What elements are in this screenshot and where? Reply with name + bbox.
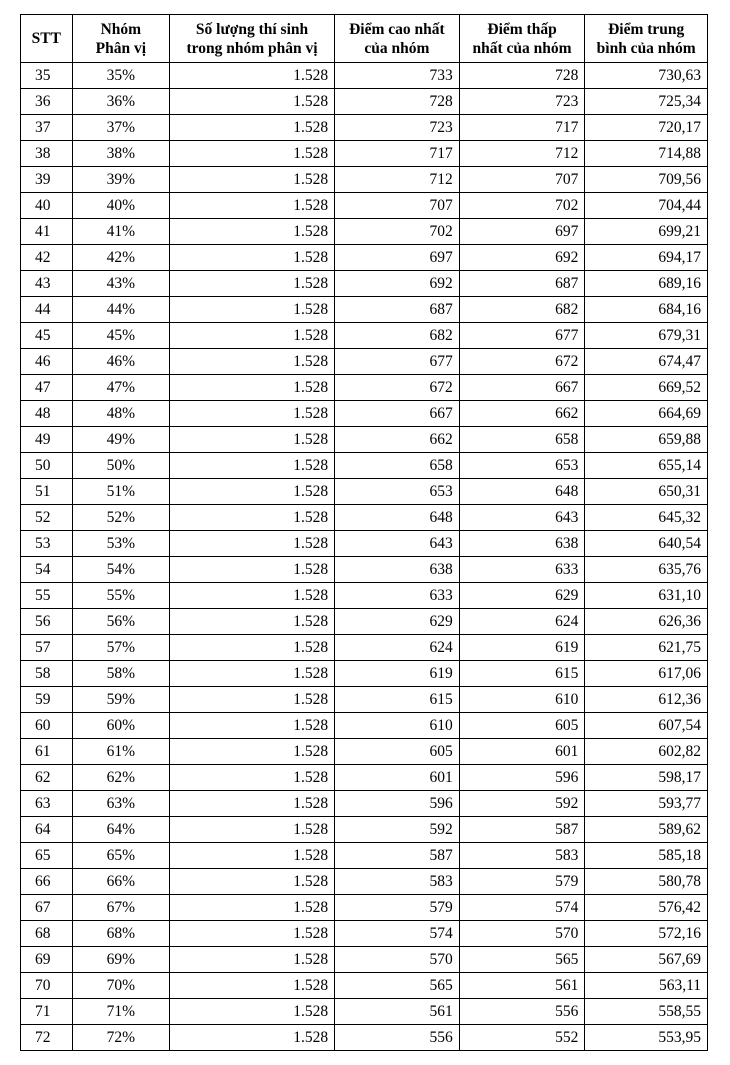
cell-min-score: 682	[459, 297, 585, 323]
header-min-score: Điểm thấp nhất của nhóm	[459, 15, 585, 63]
cell-avg-score: 602,82	[585, 739, 708, 765]
cell-percentile-group: 59%	[72, 687, 169, 713]
cell-percentile-group: 45%	[72, 323, 169, 349]
table-header	[21, 15, 708, 63]
cell-max-score: 565	[335, 973, 460, 999]
cell-max-score: 717	[335, 141, 460, 167]
cell-stt: 47	[21, 375, 73, 401]
cell-min-score: 667	[459, 375, 585, 401]
cell-stt: 70	[21, 973, 73, 999]
cell-stt: 64	[21, 817, 73, 843]
cell-stt: 55	[21, 583, 73, 609]
table-row	[21, 895, 708, 921]
cell-avg-score: 650,31	[585, 479, 708, 505]
cell-max-score: 728	[335, 89, 460, 115]
cell-percentile-group: 43%	[72, 271, 169, 297]
cell-min-score: 677	[459, 323, 585, 349]
cell-percentile-group: 72%	[72, 1025, 169, 1051]
cell-candidate-count: 1.528	[169, 999, 334, 1025]
cell-stt: 63	[21, 791, 73, 817]
cell-avg-score: 659,88	[585, 427, 708, 453]
table-row	[21, 583, 708, 609]
header-percentile-group: Nhóm Phân vị	[72, 15, 169, 63]
cell-max-score: 570	[335, 947, 460, 973]
cell-stt: 72	[21, 1025, 73, 1051]
cell-avg-score: 689,16	[585, 271, 708, 297]
cell-avg-score: 720,17	[585, 115, 708, 141]
cell-candidate-count: 1.528	[169, 609, 334, 635]
cell-stt: 36	[21, 89, 73, 115]
cell-candidate-count: 1.528	[169, 843, 334, 869]
cell-percentile-group: 39%	[72, 167, 169, 193]
cell-min-score: 552	[459, 1025, 585, 1051]
cell-min-score: 624	[459, 609, 585, 635]
cell-percentile-group: 69%	[72, 947, 169, 973]
cell-min-score: 561	[459, 973, 585, 999]
cell-stt: 52	[21, 505, 73, 531]
cell-stt: 35	[21, 63, 73, 89]
cell-candidate-count: 1.528	[169, 635, 334, 661]
cell-percentile-group: 71%	[72, 999, 169, 1025]
cell-min-score: 565	[459, 947, 585, 973]
cell-avg-score: 709,56	[585, 167, 708, 193]
cell-stt: 59	[21, 687, 73, 713]
cell-avg-score: 626,36	[585, 609, 708, 635]
cell-percentile-group: 62%	[72, 765, 169, 791]
cell-min-score: 692	[459, 245, 585, 271]
table-row	[21, 999, 708, 1025]
cell-avg-score: 694,17	[585, 245, 708, 271]
cell-percentile-group: 63%	[72, 791, 169, 817]
cell-percentile-group: 64%	[72, 817, 169, 843]
header-candidate-count: Số lượng thí sinh trong nhóm phân vị	[169, 15, 334, 63]
table-row	[21, 427, 708, 453]
cell-stt: 60	[21, 713, 73, 739]
table-row	[21, 869, 708, 895]
cell-stt: 42	[21, 245, 73, 271]
table-row	[21, 349, 708, 375]
cell-avg-score: 576,42	[585, 895, 708, 921]
cell-candidate-count: 1.528	[169, 1025, 334, 1051]
cell-max-score: 697	[335, 245, 460, 271]
cell-candidate-count: 1.528	[169, 687, 334, 713]
table-row	[21, 947, 708, 973]
cell-percentile-group: 53%	[72, 531, 169, 557]
cell-stt: 69	[21, 947, 73, 973]
cell-stt: 45	[21, 323, 73, 349]
header-stt: STT	[21, 15, 73, 63]
cell-max-score: 707	[335, 193, 460, 219]
cell-avg-score: 664,69	[585, 401, 708, 427]
cell-max-score: 633	[335, 583, 460, 609]
table-row	[21, 297, 708, 323]
table-row	[21, 245, 708, 271]
cell-stt: 57	[21, 635, 73, 661]
cell-min-score: 633	[459, 557, 585, 583]
cell-percentile-group: 61%	[72, 739, 169, 765]
cell-max-score: 624	[335, 635, 460, 661]
cell-min-score: 615	[459, 661, 585, 687]
cell-avg-score: 585,18	[585, 843, 708, 869]
cell-min-score: 728	[459, 63, 585, 89]
cell-percentile-group: 56%	[72, 609, 169, 635]
cell-avg-score: 699,21	[585, 219, 708, 245]
table-row	[21, 1025, 708, 1051]
cell-percentile-group: 68%	[72, 921, 169, 947]
cell-candidate-count: 1.528	[169, 297, 334, 323]
cell-percentile-group: 67%	[72, 895, 169, 921]
cell-max-score: 638	[335, 557, 460, 583]
cell-candidate-count: 1.528	[169, 557, 334, 583]
cell-avg-score: 730,63	[585, 63, 708, 89]
cell-stt: 41	[21, 219, 73, 245]
table-row	[21, 713, 708, 739]
cell-min-score: 605	[459, 713, 585, 739]
cell-max-score: 605	[335, 739, 460, 765]
cell-candidate-count: 1.528	[169, 869, 334, 895]
cell-max-score: 687	[335, 297, 460, 323]
cell-stt: 44	[21, 297, 73, 323]
cell-stt: 54	[21, 557, 73, 583]
cell-stt: 51	[21, 479, 73, 505]
cell-max-score: 610	[335, 713, 460, 739]
header-avg-score: Điểm trung bình của nhóm	[585, 15, 708, 63]
cell-percentile-group: 54%	[72, 557, 169, 583]
cell-stt: 37	[21, 115, 73, 141]
cell-percentile-group: 70%	[72, 973, 169, 999]
cell-stt: 49	[21, 427, 73, 453]
cell-max-score: 662	[335, 427, 460, 453]
cell-max-score: 648	[335, 505, 460, 531]
table-row	[21, 167, 708, 193]
cell-percentile-group: 42%	[72, 245, 169, 271]
cell-avg-score: 617,06	[585, 661, 708, 687]
table-body	[21, 63, 708, 1051]
cell-avg-score: 567,69	[585, 947, 708, 973]
cell-percentile-group: 36%	[72, 89, 169, 115]
cell-avg-score: 580,78	[585, 869, 708, 895]
cell-max-score: 682	[335, 323, 460, 349]
cell-candidate-count: 1.528	[169, 453, 334, 479]
cell-avg-score: 553,95	[585, 1025, 708, 1051]
cell-avg-score: 679,31	[585, 323, 708, 349]
cell-avg-score: 572,16	[585, 921, 708, 947]
cell-candidate-count: 1.528	[169, 271, 334, 297]
cell-stt: 71	[21, 999, 73, 1025]
cell-candidate-count: 1.528	[169, 219, 334, 245]
cell-percentile-group: 66%	[72, 869, 169, 895]
cell-percentile-group: 57%	[72, 635, 169, 661]
cell-max-score: 643	[335, 531, 460, 557]
cell-avg-score: 607,54	[585, 713, 708, 739]
cell-percentile-group: 49%	[72, 427, 169, 453]
table-row	[21, 453, 708, 479]
header-row	[21, 15, 708, 63]
cell-percentile-group: 37%	[72, 115, 169, 141]
cell-percentile-group: 55%	[72, 583, 169, 609]
cell-stt: 67	[21, 895, 73, 921]
cell-max-score: 574	[335, 921, 460, 947]
table-row	[21, 115, 708, 141]
cell-min-score: 619	[459, 635, 585, 661]
cell-percentile-group: 51%	[72, 479, 169, 505]
cell-stt: 46	[21, 349, 73, 375]
cell-avg-score: 714,88	[585, 141, 708, 167]
table-row	[21, 661, 708, 687]
cell-avg-score: 598,17	[585, 765, 708, 791]
cell-candidate-count: 1.528	[169, 921, 334, 947]
cell-stt: 61	[21, 739, 73, 765]
cell-max-score: 667	[335, 401, 460, 427]
cell-candidate-count: 1.528	[169, 63, 334, 89]
cell-max-score: 615	[335, 687, 460, 713]
cell-candidate-count: 1.528	[169, 765, 334, 791]
cell-max-score: 583	[335, 869, 460, 895]
table-row	[21, 843, 708, 869]
cell-candidate-count: 1.528	[169, 531, 334, 557]
cell-min-score: 570	[459, 921, 585, 947]
cell-max-score: 723	[335, 115, 460, 141]
cell-max-score: 596	[335, 791, 460, 817]
table-row	[21, 401, 708, 427]
cell-max-score: 556	[335, 1025, 460, 1051]
cell-percentile-group: 60%	[72, 713, 169, 739]
table-row	[21, 193, 708, 219]
cell-avg-score: 593,77	[585, 791, 708, 817]
cell-percentile-group: 46%	[72, 349, 169, 375]
cell-stt: 38	[21, 141, 73, 167]
table-row	[21, 375, 708, 401]
table-row	[21, 89, 708, 115]
cell-stt: 58	[21, 661, 73, 687]
cell-percentile-group: 48%	[72, 401, 169, 427]
cell-percentile-group: 50%	[72, 453, 169, 479]
cell-percentile-group: 38%	[72, 141, 169, 167]
table-row	[21, 791, 708, 817]
cell-stt: 56	[21, 609, 73, 635]
cell-stt: 62	[21, 765, 73, 791]
table-row	[21, 609, 708, 635]
cell-max-score: 712	[335, 167, 460, 193]
cell-min-score: 587	[459, 817, 585, 843]
cell-stt: 68	[21, 921, 73, 947]
cell-avg-score: 704,44	[585, 193, 708, 219]
cell-stt: 66	[21, 869, 73, 895]
cell-percentile-group: 35%	[72, 63, 169, 89]
cell-candidate-count: 1.528	[169, 661, 334, 687]
cell-max-score: 677	[335, 349, 460, 375]
percentile-table	[20, 14, 708, 1051]
cell-candidate-count: 1.528	[169, 323, 334, 349]
cell-candidate-count: 1.528	[169, 115, 334, 141]
cell-candidate-count: 1.528	[169, 141, 334, 167]
cell-stt: 65	[21, 843, 73, 869]
cell-min-score: 662	[459, 401, 585, 427]
cell-min-score: 601	[459, 739, 585, 765]
percentile-table-container	[20, 14, 708, 1051]
table-row	[21, 323, 708, 349]
cell-avg-score: 725,34	[585, 89, 708, 115]
cell-min-score: 596	[459, 765, 585, 791]
cell-max-score: 629	[335, 609, 460, 635]
cell-candidate-count: 1.528	[169, 193, 334, 219]
table-row	[21, 505, 708, 531]
table-row	[21, 141, 708, 167]
cell-stt: 39	[21, 167, 73, 193]
cell-min-score: 579	[459, 869, 585, 895]
cell-max-score: 592	[335, 817, 460, 843]
cell-min-score: 697	[459, 219, 585, 245]
cell-stt: 43	[21, 271, 73, 297]
table-row	[21, 687, 708, 713]
cell-min-score: 707	[459, 167, 585, 193]
cell-min-score: 687	[459, 271, 585, 297]
table-row	[21, 739, 708, 765]
cell-min-score: 723	[459, 89, 585, 115]
cell-stt: 48	[21, 401, 73, 427]
cell-percentile-group: 44%	[72, 297, 169, 323]
table-row	[21, 973, 708, 999]
cell-candidate-count: 1.528	[169, 505, 334, 531]
cell-min-score: 653	[459, 453, 585, 479]
cell-avg-score: 558,55	[585, 999, 708, 1025]
cell-min-score: 629	[459, 583, 585, 609]
cell-candidate-count: 1.528	[169, 427, 334, 453]
cell-min-score: 643	[459, 505, 585, 531]
cell-candidate-count: 1.528	[169, 479, 334, 505]
cell-stt: 53	[21, 531, 73, 557]
cell-min-score: 672	[459, 349, 585, 375]
cell-avg-score: 621,75	[585, 635, 708, 661]
cell-max-score: 692	[335, 271, 460, 297]
cell-candidate-count: 1.528	[169, 89, 334, 115]
cell-avg-score: 612,36	[585, 687, 708, 713]
cell-min-score: 648	[459, 479, 585, 505]
table-row	[21, 557, 708, 583]
table-row	[21, 531, 708, 557]
cell-avg-score: 684,16	[585, 297, 708, 323]
cell-max-score: 653	[335, 479, 460, 505]
cell-max-score: 579	[335, 895, 460, 921]
cell-candidate-count: 1.528	[169, 895, 334, 921]
cell-candidate-count: 1.528	[169, 583, 334, 609]
cell-min-score: 556	[459, 999, 585, 1025]
cell-min-score: 658	[459, 427, 585, 453]
cell-avg-score: 631,10	[585, 583, 708, 609]
table-row	[21, 271, 708, 297]
table-row	[21, 479, 708, 505]
header-max-score: Điểm cao nhất của nhóm	[335, 15, 460, 63]
table-row	[21, 921, 708, 947]
cell-max-score: 587	[335, 843, 460, 869]
cell-candidate-count: 1.528	[169, 375, 334, 401]
cell-max-score: 733	[335, 63, 460, 89]
cell-max-score: 702	[335, 219, 460, 245]
table-row	[21, 219, 708, 245]
cell-percentile-group: 41%	[72, 219, 169, 245]
cell-min-score: 638	[459, 531, 585, 557]
cell-max-score: 561	[335, 999, 460, 1025]
cell-max-score: 672	[335, 375, 460, 401]
cell-min-score: 583	[459, 843, 585, 869]
cell-avg-score: 640,54	[585, 531, 708, 557]
cell-avg-score: 674,47	[585, 349, 708, 375]
cell-candidate-count: 1.528	[169, 245, 334, 271]
table-row	[21, 817, 708, 843]
cell-stt: 50	[21, 453, 73, 479]
cell-min-score: 702	[459, 193, 585, 219]
table-row	[21, 765, 708, 791]
cell-candidate-count: 1.528	[169, 947, 334, 973]
cell-avg-score: 655,14	[585, 453, 708, 479]
cell-min-score: 712	[459, 141, 585, 167]
cell-min-score: 592	[459, 791, 585, 817]
cell-avg-score: 635,76	[585, 557, 708, 583]
cell-max-score: 601	[335, 765, 460, 791]
cell-avg-score: 589,62	[585, 817, 708, 843]
table-row	[21, 635, 708, 661]
cell-min-score: 717	[459, 115, 585, 141]
cell-percentile-group: 65%	[72, 843, 169, 869]
cell-candidate-count: 1.528	[169, 167, 334, 193]
cell-stt: 40	[21, 193, 73, 219]
cell-max-score: 619	[335, 661, 460, 687]
cell-candidate-count: 1.528	[169, 349, 334, 375]
cell-candidate-count: 1.528	[169, 791, 334, 817]
cell-max-score: 658	[335, 453, 460, 479]
cell-min-score: 610	[459, 687, 585, 713]
cell-percentile-group: 58%	[72, 661, 169, 687]
cell-avg-score: 669,52	[585, 375, 708, 401]
cell-candidate-count: 1.528	[169, 973, 334, 999]
cell-candidate-count: 1.528	[169, 817, 334, 843]
cell-candidate-count: 1.528	[169, 401, 334, 427]
cell-percentile-group: 40%	[72, 193, 169, 219]
cell-percentile-group: 52%	[72, 505, 169, 531]
table-row	[21, 63, 708, 89]
cell-avg-score: 645,32	[585, 505, 708, 531]
cell-avg-score: 563,11	[585, 973, 708, 999]
cell-min-score: 574	[459, 895, 585, 921]
cell-candidate-count: 1.528	[169, 739, 334, 765]
cell-candidate-count: 1.528	[169, 713, 334, 739]
cell-percentile-group: 47%	[72, 375, 169, 401]
